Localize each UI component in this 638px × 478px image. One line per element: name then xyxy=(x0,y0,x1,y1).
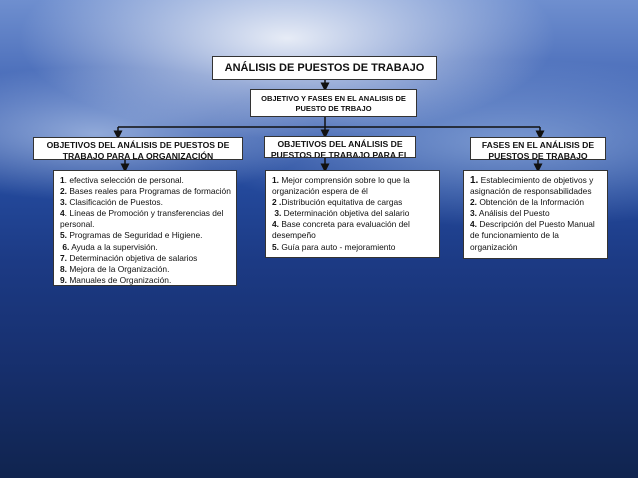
list-item: 3. Análisis del Puesto xyxy=(470,208,550,219)
col3-heading xyxy=(470,137,606,160)
list-item: 7. Determinación objetiva de salarios xyxy=(60,252,198,263)
list-item: 1. Mejor comprensión sobre lo que la organización espera de él xyxy=(272,175,413,197)
list-item: 2 .Distribución equitativa de cargas xyxy=(272,197,403,208)
list-item: 8. Mejora de la Organización. xyxy=(60,263,170,274)
col2-heading xyxy=(264,136,416,158)
diagram-subtitle xyxy=(250,89,417,117)
col1-heading xyxy=(33,137,243,160)
col1-heading-line-2: TRABAJO PARA LA ORGANIZACIÓN xyxy=(62,151,214,160)
list-item: 9. Manuales de Organización. xyxy=(60,274,172,285)
list-item: 3. Clasificación de Puestos. xyxy=(60,197,163,208)
col2-heading-line-2: PUESTOS DE TRABAJO PARA EL xyxy=(270,150,410,158)
col2-heading-line-1: OBJETIVOS DEL ANÁLISIS DE xyxy=(277,139,403,149)
subtitle-line-2: PUESTO DE TRBAJO xyxy=(295,104,372,113)
list-item: 3. Determinación objetiva del salario xyxy=(272,208,410,219)
col3-heading-line-1: FASES EN EL ANÁLISIS DE xyxy=(481,140,595,150)
list-item: 5. Programas de Seguridad e Higiene. xyxy=(60,230,203,241)
list-item: 5. Guía para auto - mejoramiento xyxy=(272,241,396,252)
diagram-title: ANÁLISIS DE PUESTOS DE TRABAJO xyxy=(212,56,437,80)
col3-heading-line-2: PUESTOS DE TRABAJO xyxy=(488,151,588,160)
list-item: 6. Ayuda a la supervisión. xyxy=(60,241,158,252)
list-item: 2. Bases reales para Programas de formación xyxy=(60,186,231,197)
list-item: 4. Descripción del Puesto Manual de funcionamiento de la organización xyxy=(470,219,598,252)
col1-list xyxy=(53,170,237,286)
col2-list xyxy=(265,170,440,258)
list-item: 1. efectiva selección de personal. xyxy=(60,175,184,185)
col3-list xyxy=(463,170,608,259)
list-item: 4. Base concreta para evaluación del desempeño xyxy=(272,219,413,241)
col1-heading-line-1: OBJETIVOS DEL ANÁLISIS DE PUESTOS DE xyxy=(46,140,230,150)
list-item: 2. Obtención de la Información xyxy=(470,197,585,208)
list-item: 4. Líneas de Promoción y transferencias del personal. xyxy=(60,208,226,230)
subtitle-line-1: OBJETIVO Y FASES EN EL ANALISIS DE xyxy=(261,94,406,103)
list-item: 1. Establecimiento de objetivos y asignación de responsabilidades xyxy=(470,175,596,197)
